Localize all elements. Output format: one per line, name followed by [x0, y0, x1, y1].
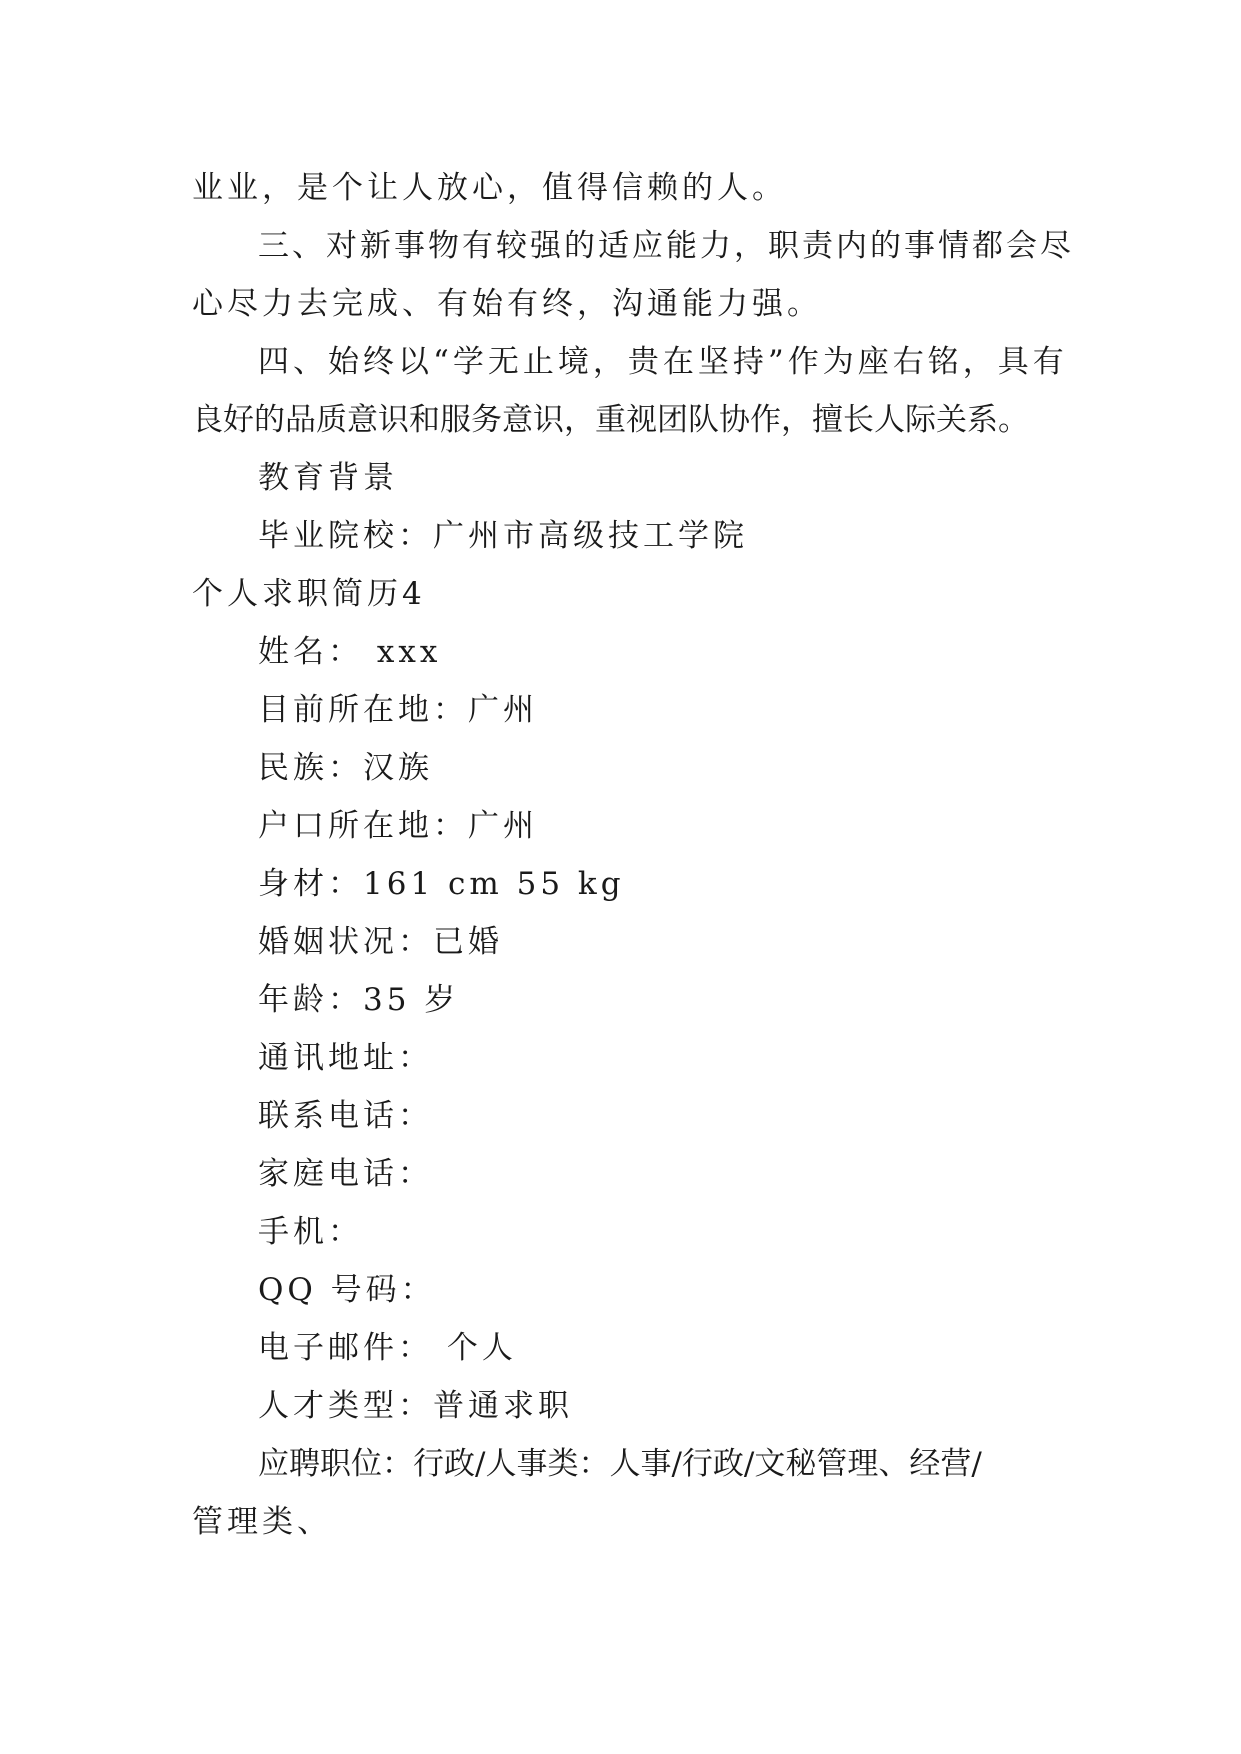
paragraph-continuation: 业业，是个让人放心，值得信赖的人。	[192, 170, 787, 206]
field-position-cont: 管理类、	[192, 1504, 332, 1540]
resume-title: 个人求职简历4	[192, 576, 426, 612]
field-mobile: 手机：	[258, 1214, 363, 1250]
field-name: 姓名： xxx	[258, 634, 442, 670]
field-home-phone: 家庭电话：	[258, 1156, 433, 1192]
paragraph-point-three-cont: 心尽力去完成、有始有终，沟通能力强。	[192, 286, 822, 322]
field-body: 身材：161 cm 55 kg	[258, 866, 625, 902]
field-ethnicity: 民族：汉族	[258, 750, 433, 786]
field-qq: QQ 号码：	[258, 1272, 436, 1308]
section-heading-education: 教育背景	[258, 460, 398, 496]
field-position: 应聘职位：行政/人事类：人事/行政/文秘管理、经营/	[258, 1446, 982, 1482]
paragraph-point-four: 四、始终以“学无止境，贵在坚持”作为座右铭，具有	[258, 344, 1068, 380]
field-hukou: 户口所在地：广州	[258, 808, 538, 844]
field-talent-type: 人才类型：普通求职	[258, 1388, 573, 1424]
graduate-school: 毕业院校：广州市高级技工学院	[258, 518, 748, 554]
field-current-location: 目前所在地：广州	[258, 692, 538, 728]
field-marital-status: 婚姻状况：已婚	[258, 924, 503, 960]
field-age: 年龄：35 岁	[258, 982, 460, 1018]
field-email: 电子邮件： 个人	[258, 1330, 517, 1366]
field-contact-phone: 联系电话：	[258, 1098, 433, 1134]
paragraph-point-four-cont: 良好的品质意识和服务意识，重视团队协作，擅长人际关系。	[192, 402, 1029, 438]
paragraph-point-three: 三、对新事物有较强的适应能力，职责内的事情都会尽	[258, 228, 1074, 264]
field-address: 通讯地址：	[258, 1040, 433, 1076]
